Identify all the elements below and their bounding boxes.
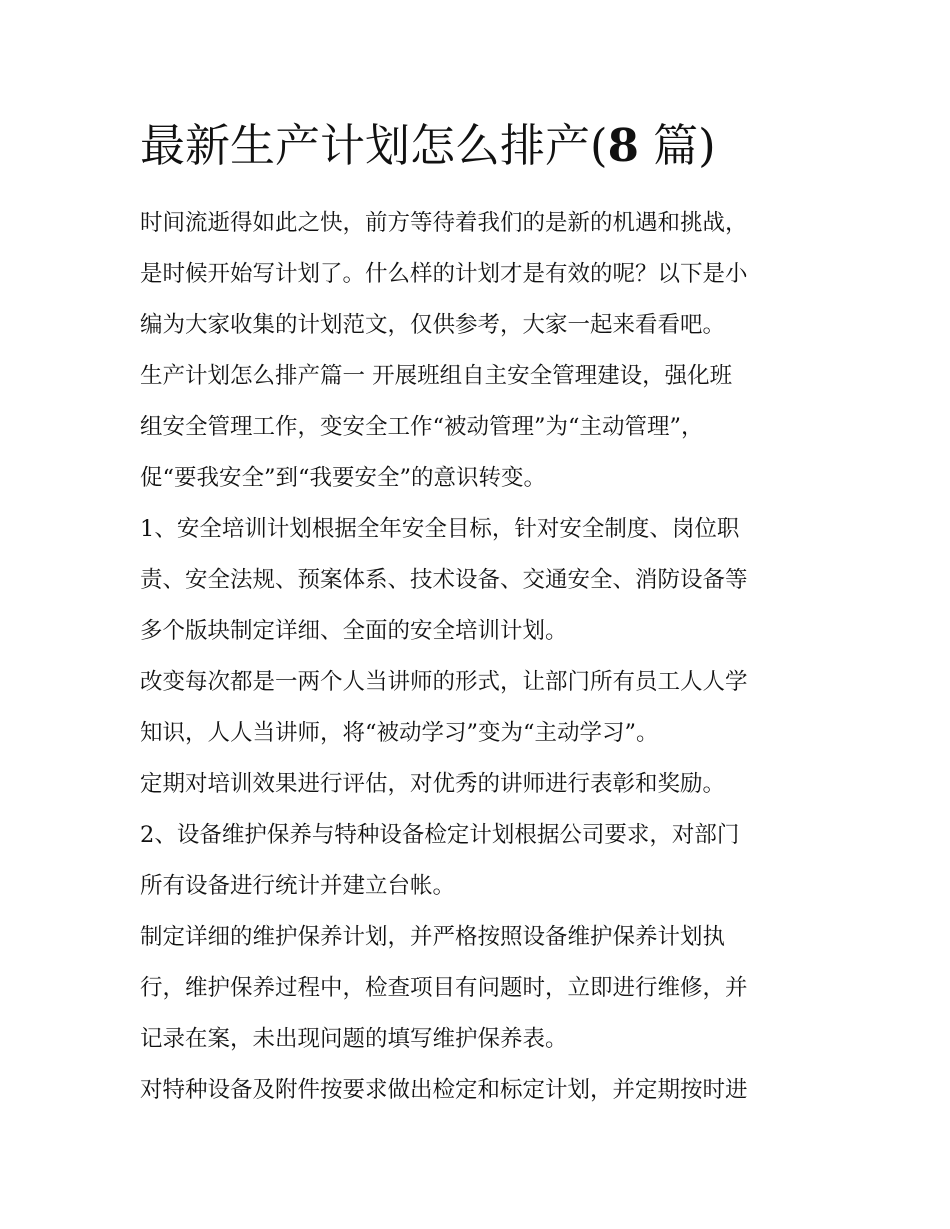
body-line: 行，维护保养过程中，检查项目有问题时，立即进行维修，并 — [140, 975, 748, 1001]
title-suffix: 篇) — [638, 119, 716, 172]
body-line: 记录在案，未出现问题的填写维护保养表。 — [140, 1026, 568, 1052]
body-line: 制定详细的维护保养计划，并严格按照设备维护保养计划执 — [140, 924, 726, 950]
body-line: 1、安全培训计划根据全年安全目标，针对安全制度、岗位职 — [140, 516, 740, 542]
body-line: 责、安全法规、预案体系、技术设备、交通安全、消防设备等 — [140, 567, 748, 593]
body-line: 生产计划怎么排产篇一 开展班组自主安全管理建设，强化班 — [140, 363, 733, 389]
title-number: 8 — [607, 119, 639, 172]
body-line: 是时候开始写计划了。什么样的计划才是有效的呢？以下是小 — [140, 261, 748, 287]
body-line: 2、设备维护保养与特种设备检定计划根据公司要求，对部门 — [140, 822, 740, 848]
body-line: 知识，人人当讲师，将“被动学习”变为“主动学习”。 — [140, 720, 659, 746]
body-line: 组安全管理工作，变安全工作“被动管理”为“主动管理”， — [140, 414, 704, 440]
body-line: 对特种设备及附件按要求做出检定和标定计划，并定期按时进 — [140, 1077, 748, 1103]
body-line: 编为大家收集的计划范文，仅供参考，大家一起来看看吧。 — [140, 312, 726, 338]
body-line: 所有设备进行统计并建立台帐。 — [140, 873, 456, 899]
body-line: 改变每次都是一两个人当讲师的形式，让部门所有员工人人学 — [140, 669, 748, 695]
document-content — [140, 112, 820, 1116]
body-line: 多个版块制定详细、全面的安全培训计划。 — [140, 618, 568, 644]
body-line: 定期对培训效果进行评估，对优秀的讲师进行表彰和奖励。 — [140, 771, 726, 797]
body-line: 促“要我安全”到“我要安全”的意识转变。 — [140, 465, 547, 491]
document-title — [140, 112, 820, 180]
document-body — [140, 198, 820, 1116]
body-line: 时间流逝得如此之快，前方等待着我们的是新的机遇和挑战， — [140, 210, 748, 236]
title-prefix: 最新生产计划怎么排产( — [140, 119, 608, 172]
